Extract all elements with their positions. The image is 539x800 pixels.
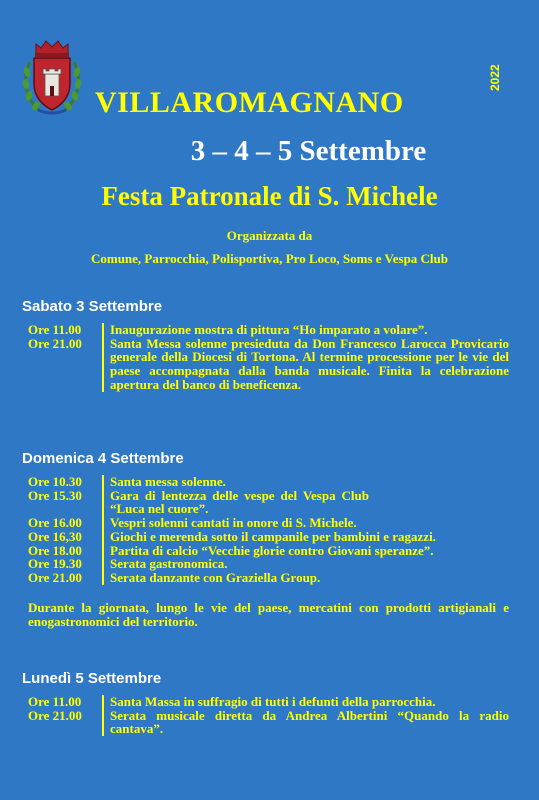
schedule-text: Giochi e merenda sotto il campanile per bambini e ragazzi. (102, 530, 509, 544)
schedule-time: Ore 21.00 (28, 569, 82, 585)
schedule-row (28, 516, 509, 530)
schedule-time: Ore 16.00 (28, 515, 82, 531)
event-title: Festa Patronale di S. Michele (101, 181, 438, 211)
schedule-row (28, 571, 509, 585)
schedule-row (28, 489, 509, 516)
schedule-row (28, 695, 509, 709)
schedule-row (28, 709, 509, 736)
saturday-heading: Sabato 3 Settembre (22, 298, 163, 315)
schedule-time: Ore 19.30 (28, 556, 82, 572)
schedule-text: Santa messa solenne. (102, 475, 509, 489)
event-dates: 3 – 4 – 5 Settembre (190, 135, 427, 167)
schedule-row (28, 557, 509, 571)
schedule-time: Ore 15.30 (28, 487, 82, 503)
schedule-text: Serata gastronomica. (102, 557, 509, 571)
schedule-time: Ore 11.00 (28, 694, 82, 709)
schedule-row (28, 337, 509, 392)
schedule-time: Ore 10.30 (28, 474, 82, 489)
schedule-row (28, 475, 509, 489)
schedule-text: Vespri solenni cantati in onore di S. Michele. (102, 516, 509, 530)
schedule-text: Inaugurazione mostra di pittura “Ho imparato a volare”. (102, 323, 509, 337)
schedule-text: Partita di calcio “Vecchie glorie contro Giovani speranze”. (102, 544, 509, 558)
organizers-list: Comune, Parrocchia, Polisportiva, Pro Loco, Soms e Vespa Club (90, 251, 449, 266)
sunday-note: Durante la giornata, lungo le vie del paese, mercatini con prodotti artigianali e enogastronomici del territorio. (28, 600, 509, 629)
town-coat-of-arms-icon (20, 38, 84, 116)
sunday-heading: Domenica 4 Settembre (22, 450, 184, 467)
saturday-schedule (28, 323, 509, 392)
sunday-schedule (28, 475, 509, 585)
schedule-text: Santa Massa in suffragio di tutti i defunti della parrocchia. (102, 695, 509, 709)
schedule-text: Serata danzante con Graziella Group. (102, 571, 509, 585)
schedule-time: Ore 11.00 (28, 322, 82, 337)
organized-by-label: Organizzata da (226, 228, 313, 243)
schedule-row (28, 544, 509, 558)
schedule-time: Ore 21.00 (28, 707, 82, 723)
year-label: 2022 (488, 64, 502, 92)
schedule-time: Ore 18.00 (28, 542, 82, 558)
schedule-time: Ore 16,30 (28, 528, 82, 544)
schedule-text: Serata musicale diretta da Andrea Albertini “Quando la radio cantava”. (102, 709, 509, 736)
town-name: VILLAROMAGNANO (95, 86, 404, 119)
schedule-time: Ore 21.00 (28, 335, 82, 351)
monday-schedule (28, 695, 509, 736)
schedule-row (28, 323, 509, 337)
schedule-row (28, 530, 509, 544)
monday-heading: Lunedì 5 Settembre (22, 670, 162, 687)
schedule-text: Gara di lentezza delle vespe del Vespa Club “Luca nel cuore”. (102, 489, 509, 516)
schedule-text: Santa Messa solenne presieduta da Don Francesco Larocca Provicario generale della Diocesi di Tortona. Al termine processione per le vie del paese accompagnata dalla banda musicale. Finita la celebrazione apertura del banco di beneficenza. (102, 337, 509, 392)
